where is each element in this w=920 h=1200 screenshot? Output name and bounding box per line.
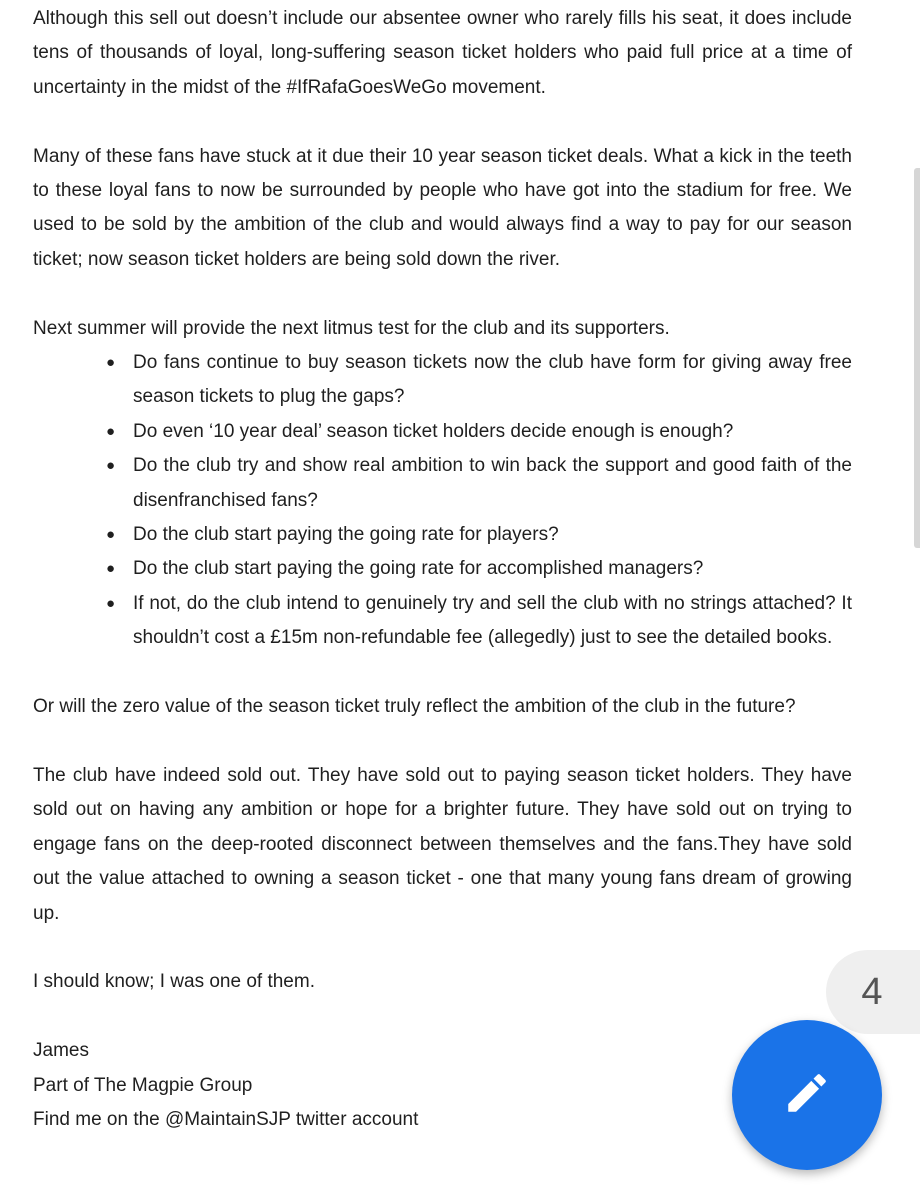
bullet-icon: ● <box>106 457 116 475</box>
bullet-icon: ● <box>106 354 116 372</box>
list-item-text: If not, do the club intend to genuinely try and sell the club with no strings attached? It shouldn’t cost a £15m non-refundable fee (allegedly) just to see the detailed books. <box>133 592 852 649</box>
signature-block <box>33 1034 852 1137</box>
list-item <box>33 449 852 518</box>
bullet-icon: ● <box>106 560 116 578</box>
bullet-icon: ● <box>106 422 116 440</box>
pencil-edit-icon <box>782 1068 832 1123</box>
list-item-text: Do even ‘10 year deal’ season ticket holders decide enough is enough? <box>133 420 734 442</box>
signature-name: James <box>33 1040 89 1062</box>
page-number-badge <box>826 950 920 1034</box>
list-item-text: Do the club start paying the going rate for accomplished managers? <box>133 558 704 580</box>
signature-group: Part of The Magpie Group <box>33 1074 253 1096</box>
page-number: 4 <box>861 970 883 1013</box>
paragraph-zero-value: Or will the zero value of the season ticket truly reflect the ambition of the club in the future? <box>33 696 796 718</box>
list-item-text: Do the club try and show real ambition to win back the support and good faith of the disenfranchised fans? <box>133 455 852 511</box>
paragraph-one-of-them: I should know; I was one of them. <box>33 971 315 993</box>
bullet-icon: ● <box>106 526 116 544</box>
paragraph-ten-year-deals: Many of these fans have stuck at it due their 10 year season ticket deals. What a kick in the teeth to these loyal fans to now be surrounded by people who have got into the stadium for free. We used to be sold by the ambition of the club and would always find a way to pay for our season ticket; now season ticket holders are being sold down the river. <box>33 145 852 270</box>
list-item <box>33 587 852 656</box>
question-list <box>33 346 852 656</box>
document-body <box>33 2 852 1137</box>
paragraph-sold-out: The club have indeed sold out. They have sold out to paying season ticket holders. They have sold out on having any ambition or hope for a brighter future. They have sold out on trying to engage fans on the deep-rooted disconnect between themselves and the fans.They have sold out the value attached to owning a season ticket - one that many young fans dream of growing up. <box>33 764 852 924</box>
signature-twitter: Find me on the @MaintainSJP twitter account <box>33 1108 419 1130</box>
list-item-text: Do fans continue to buy season tickets now the club have form for giving away free season tickets to plug the gaps? <box>133 352 852 408</box>
edit-button[interactable] <box>732 1020 882 1170</box>
list-item <box>33 552 852 586</box>
paragraph-litmus-test: Next summer will provide the next litmus test for the club and its supporters. <box>33 317 670 339</box>
list-item <box>33 415 852 449</box>
bullet-icon: ● <box>106 594 116 612</box>
list-item <box>33 518 852 552</box>
list-item-text: Do the club start paying the going rate for players? <box>133 524 559 546</box>
scrollbar-thumb[interactable] <box>914 168 920 548</box>
paragraph-intro: Although this sell out doesn’t include our absentee owner who rarely fills his seat, it does include tens of thousands of loyal, long-suffering season ticket holders who paid full price at a time of uncertainty in the midst of the #IfRafaGoesWeGo movement. <box>33 8 852 98</box>
list-item <box>33 346 852 415</box>
